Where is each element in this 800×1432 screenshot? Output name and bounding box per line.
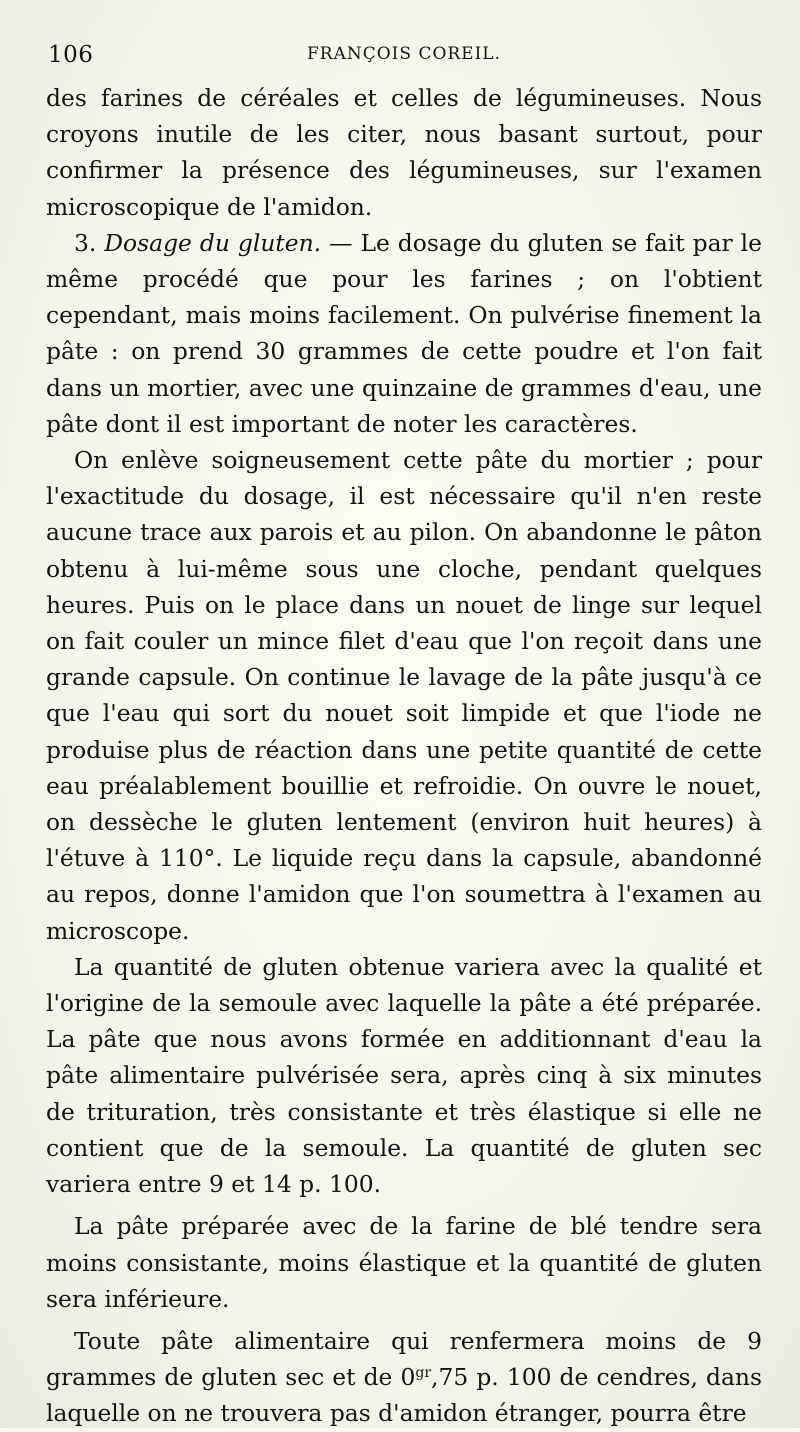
paragraph-1-text: des farines de céréales et celles de légumineuses. Nous croyons inutile de les citer, nous basant surtout, pour confirmer la présence des légumineuses, sur l'examen microscopique de l'amidon. xyxy=(46,84,762,221)
body-text xyxy=(46,80,762,1432)
page-number: 106 xyxy=(48,42,94,68)
paragraph-6-text-after: ,75 p. 100 de cendres, dans laquelle on ne trouvera pas d'amidon étranger, pourra être xyxy=(46,1363,762,1428)
running-head xyxy=(46,36,762,80)
section-number: 3. xyxy=(74,228,97,257)
section-label: Dosage du gluten. xyxy=(104,228,322,257)
paragraph-5-text: La pâte préparée avec de la farine de blé tendre sera moins consistante, moins élastique et la quantité de gluten sera inférieure. xyxy=(46,1212,762,1313)
running-title: FRANÇOIS COREIL. xyxy=(306,44,502,64)
paragraph-2 xyxy=(46,225,762,442)
paragraph-6 xyxy=(46,1323,762,1432)
paragraph-1 xyxy=(46,80,762,225)
paragraph-4-text: La quantité de gluten obtenue variera avec la qualité et l'origine de la semoule avec laquelle la pâte a été préparée. La pâte que nous avons formée en additionnant d'eau la pâte alimentaire pulvérisée sera, après cinq à six minutes de trituration, très consistante et très élastique si elle ne contient que de la semoule. La quantité de gluten sec variera entre 9 et 14 p. 100. xyxy=(46,952,762,1199)
paragraph-4 xyxy=(46,949,762,1202)
paragraph-6-text-before: Toute pâte alimentaire qui renfermera moins de 9 grammes de gluten sec et de 0 xyxy=(46,1326,762,1392)
paragraph-3 xyxy=(46,442,762,949)
paragraph-3-text: On enlève soigneusement cette pâte du mortier ; pour l'exactitude du dosage, il est nécessaire qu'il n'en reste aucune trace aux parois et au pilon. On abandonne le pâton obtenu à lui-même sous une cloche, pendant quelques heures. Puis on le place dans un nouet de linge sur lequel on fait couler un mince filet d'eau que l'on reçoit dans une grande capsule. On continue le lavage de la pâte jusqu'à ce que l'eau qui sort du nouet soit limpide et que l'iode ne produise plus de réaction dans une petite quantité de cette eau préalablement bouillie et refroidie. On ouvre le nouet, on dessèche le gluten lentement (environ huit heures) à l'étuve à 110°. Le liquide reçu dans la capsule, abandonné au repos, donne l'amidon que l'on soumettra à l'examen au microscope. xyxy=(46,446,762,945)
paragraph-2-text: — Le dosage du gluten se fait par le même procédé que pour les farines ; on l'obtient cependant, mais moins facilement. On pulvérise finement la pâte : on prend 30 grammes de cette poudre et l'on fait dans un mortier, avec une quinzaine de grammes d'eau, une pâte dont il est important de noter les caractères. xyxy=(46,228,762,438)
paragraph-5 xyxy=(46,1208,762,1317)
gram-abbreviation: gr xyxy=(415,1365,432,1382)
